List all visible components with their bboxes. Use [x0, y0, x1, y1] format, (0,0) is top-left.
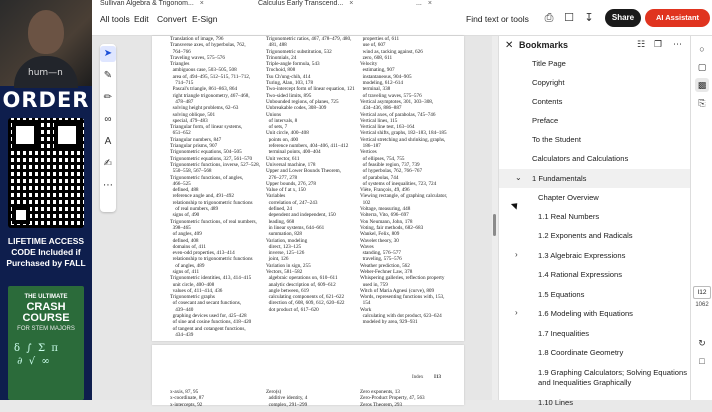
index-entry: Vertical asymptotes, 301, 303–308, — [360, 98, 434, 105]
index-entry: values of, 411–414, 436 — [170, 287, 223, 294]
pages-icon[interactable]: ▢ — [697, 62, 707, 72]
index-entry: additive identity, 4 — [266, 395, 308, 402]
bookmark-item[interactable] — [499, 188, 691, 207]
bookmark-label: Title Page — [532, 59, 566, 68]
index-entry: graphing devices used for, 425–428 — [170, 313, 247, 320]
index-entry: Trochoid, 808 — [266, 67, 296, 74]
index-entry: Trigonometric functions, of angles, — [170, 174, 244, 181]
bookmark-label: 1.9 Graphing Calculators; Solving Equations — [538, 368, 688, 377]
bookmark-item[interactable] — [499, 393, 691, 412]
index-entry: Triangular numbers, 847 — [170, 136, 222, 143]
index-entry: 651–652 — [170, 130, 191, 137]
index-entry: Unbounded regions, of planes, 725 — [266, 98, 339, 105]
index-entry: Trigonometric identities, 413, 414–415 — [170, 275, 252, 282]
index-entry: Work — [360, 306, 372, 313]
index-entry: 154 — [360, 300, 371, 307]
bookmark-item[interactable] — [499, 304, 691, 323]
comments-icon[interactable]: ○ — [699, 44, 705, 54]
person-head — [28, 10, 64, 54]
index-entry: Weather prediction, 562 — [360, 262, 410, 269]
close-icon[interactable]: × — [427, 0, 432, 7]
index-entry: Vectors, 581–582 — [266, 268, 303, 275]
index-entry: signs of, 411 — [170, 268, 200, 275]
index-entry: Trigonometric ratios, 467, 478–479, 480, — [266, 36, 352, 42]
index-entry: algebraic operations on, 610–611 — [266, 275, 338, 282]
bookmark-label: 1.6 Modeling with Equations — [538, 309, 633, 318]
index-column-2 — [266, 36, 362, 313]
bookmark-label: 1.3 Algebraic Expressions — [538, 251, 626, 260]
index-entry: defined, 408 — [170, 237, 199, 244]
bookmark-item[interactable] — [499, 265, 691, 284]
index-entry: Weber-Fechner Law, 378 — [360, 268, 413, 275]
index-entry: Zeros Theorem, 293 — [360, 401, 403, 408]
tab-doc-1[interactable]: Sullivan Algebra & Trigonom... × — [100, 0, 204, 7]
index-entry: Vertical stretching and shrinking, graphs, — [360, 136, 446, 143]
index-entry: defined, 24 — [266, 206, 292, 213]
index-entry: estimating, 907 — [360, 67, 395, 74]
index-entry: of tangent and cotangent functions, — [170, 325, 246, 332]
index-entry: right triangle trigonometry, 467–468, — [170, 92, 250, 99]
index-entry: used in, 759 — [360, 281, 388, 288]
index-entry: correlation of, 247–243 — [266, 199, 318, 206]
access-note: LIFETIME ACCESS CODE Included if Purchased by FALL — [6, 236, 86, 268]
order-heading: ORDER — [2, 88, 90, 112]
bookmark-label: Copyright — [532, 78, 565, 87]
index-entry: Triple-angle formula, 543 — [266, 61, 320, 68]
index-entry: points on, 400 — [266, 136, 299, 143]
index-entry: of hyperbolas, 762, 766–767 — [360, 168, 423, 175]
print-icon[interactable]: ⎙ — [544, 12, 554, 24]
app-bar — [92, 0, 712, 36]
index-entry: terminal, 338 — [360, 86, 391, 93]
bookmark-label: To the Student — [532, 135, 581, 144]
close-icon[interactable]: ✕ — [505, 40, 514, 51]
webcam-feed — [0, 0, 92, 86]
index-entry: 466–525 — [170, 180, 191, 187]
menu-all-tools[interactable]: All tools — [100, 14, 130, 24]
bookmark-label: 1.8 Coordinate Geometry — [538, 348, 624, 357]
more-options-icon[interactable]: ⋯ — [673, 39, 682, 49]
comment-icon[interactable]: ✎ — [103, 70, 113, 81]
index-entry: Triangular prisms, 907 — [170, 143, 218, 150]
current-page-field[interactable]: I12 — [693, 286, 711, 299]
promo-panel — [0, 0, 92, 400]
index-entry: calculating components of, 621–622 — [266, 294, 345, 301]
index-entry: Variation, modeling — [266, 237, 308, 244]
index-entry: Trigonometric functions, of real numbers, — [170, 218, 257, 225]
index-entry: Zero-Product Property, 47, 563 — [360, 395, 425, 402]
index-entry: signs of, 490 — [170, 212, 200, 219]
index-entry: inverse, 125–126 — [266, 250, 305, 257]
book-symbols: δ ∫ Σ π ∂ √ ∞ — [14, 343, 58, 367]
index-entry: 478–487 — [170, 98, 194, 105]
chevron-down-icon[interactable]: ⌄ — [515, 173, 522, 182]
index-entry: dependent and independent, 150 — [266, 212, 336, 219]
index-entry: 276–277, 278 — [266, 174, 298, 181]
bookmark-label: 1.10 Lines — [538, 398, 574, 407]
bookmark-item[interactable] — [499, 226, 691, 245]
index-entry: Tsu Ch'ung-chih, 414 — [266, 73, 311, 80]
menu-edit[interactable]: Edit — [134, 14, 149, 24]
index-entry: Vertical line test, 163–164 — [360, 124, 415, 131]
index-entry: zero, 608, 611 — [360, 54, 393, 61]
close-icon[interactable]: × — [199, 0, 204, 7]
index-entry: Voting, fair methods, 682–683 — [360, 224, 424, 231]
book-line-1: THE ULTIMATE — [24, 294, 68, 300]
index-entry: analytic description of, 609–612 — [266, 281, 336, 288]
index-entry: direct, 123–125 — [266, 243, 302, 250]
index-entry: ambiguous case, 503–505, 508 — [170, 67, 237, 74]
index-entry: instantaneous, 904–905 — [360, 73, 412, 80]
index-entry: reference angle and, 491–492 — [170, 193, 234, 200]
index-entry: of feasible region, 737, 739 — [360, 161, 420, 168]
index-entry: Unbreakable codes, 308–309 — [266, 105, 327, 112]
index-entry: even-odd properties, 413–414 — [170, 250, 235, 257]
bookmark-label: Contents — [532, 97, 563, 106]
download-icon[interactable]: ↧ — [584, 12, 594, 24]
bookmark-item[interactable] — [499, 130, 691, 149]
index-entry: Wankel, Felix, 809 — [360, 231, 400, 238]
index-entry: 439–440 — [170, 306, 194, 313]
book-line-2: CRASH COURSE — [22, 301, 70, 324]
index-entry: Zero exponents, 13 — [360, 389, 400, 395]
pdf-page-index-13 — [152, 345, 464, 408]
index-entry: Triangles — [170, 61, 190, 68]
page-header: Index — [412, 375, 424, 380]
tab-doc-3[interactable]: ... × — [416, 0, 432, 7]
index-entry: terminal points, 400–404 — [266, 149, 321, 156]
bookmarks-icon[interactable]: ▩ — [695, 78, 709, 92]
index-entry: of parabolas, 744 — [360, 174, 399, 181]
index-entry: Translation of image, 796 — [170, 36, 224, 42]
menu-e-sign[interactable]: E-Sign — [192, 14, 218, 24]
bookmark-item[interactable] — [499, 343, 691, 362]
index-entry: solving height problems, 62–63 — [170, 105, 239, 112]
book-cover — [8, 286, 84, 400]
index-entry: Unit vector, 611 — [266, 155, 300, 162]
index-entry: properties of, 611 — [360, 36, 400, 42]
index-entry: Trigonometric equations, 504–505 — [170, 149, 242, 156]
index-entry: Vertical lines, 115 — [360, 117, 398, 124]
index-entry: Viète, François, 49, 496 — [360, 187, 410, 194]
index-entry: of traveling waves, 575–576 — [360, 92, 422, 99]
index-entry: Trigonometric substitution, 532 — [266, 48, 332, 55]
index-entry: 481, 488 — [266, 42, 287, 49]
index-entry: 102 — [360, 199, 371, 206]
index-entry: of cosecant and secant functions, — [170, 300, 242, 307]
bookmark-item[interactable] — [499, 54, 691, 73]
index-entry: Trinomials, 24 — [266, 54, 297, 61]
attachments-icon[interactable]: ⎘ — [698, 98, 706, 108]
index-entry: traveling, 575–576 — [360, 256, 402, 263]
index-entry: use of, 607 — [360, 42, 386, 49]
index-entry: relationship to trigonometric functions — [170, 199, 253, 206]
index-entry: summation, 828 — [266, 231, 303, 238]
shirt-logo: hum—n — [28, 68, 63, 78]
index-entry: Velocity — [360, 61, 378, 68]
bookmark-item[interactable] — [499, 111, 691, 130]
index-entry: wind as, tacking against, 626 — [360, 48, 423, 55]
quick-tools-bar — [100, 44, 116, 212]
bookmark-item[interactable] — [499, 324, 691, 343]
index-entry: Triangular form, of linear systems, — [170, 124, 243, 131]
index-entry: of sets, 7 — [266, 124, 288, 131]
bookmark-label: 1.2 Exponents and Radicals — [538, 231, 633, 240]
index-entry: Voltage, measuring, 448 — [360, 206, 411, 213]
index-entry: angle between, 619 — [266, 287, 309, 294]
index-column-3 — [360, 389, 456, 408]
bookmarks-panel — [498, 36, 690, 407]
index-entry: Vertical shifts, graphs, 182–183, 184–185 — [360, 130, 447, 137]
index-entry: relationship to trigonometric functions — [170, 256, 253, 263]
index-entry: Unions — [266, 111, 281, 118]
index-entry: of angles, 409 — [170, 231, 202, 238]
index-entry: Von Neumann, John, 178 — [360, 218, 413, 225]
bookmark-item[interactable] — [499, 169, 691, 188]
close-icon[interactable]: × — [349, 0, 354, 7]
index-entry: 434–439 — [170, 331, 194, 338]
menu-convert[interactable]: Convert — [157, 14, 187, 24]
pdf-page-index-12 — [152, 36, 464, 341]
index-entry: Vertices — [360, 149, 377, 156]
index-column-2 — [266, 389, 362, 408]
index-entry: joint, 126 — [266, 256, 289, 263]
index-entry: standing, 576–577 — [360, 250, 401, 257]
bookmark-item[interactable] — [499, 73, 691, 92]
total-pages: 1062 — [695, 302, 709, 308]
bookmark-item[interactable] — [499, 207, 691, 226]
index-entry: solving oblique, 501 — [170, 111, 216, 118]
bookmark-icon[interactable]: ☐ — [564, 12, 574, 24]
index-entry: of intervals, 8 — [266, 117, 298, 124]
document-viewer[interactable] — [92, 36, 492, 408]
index-entry: Witch of Maria Agnesi (curve), 809 — [360, 287, 435, 294]
index-entry: Vertical axes, of parabolas, 745–746 — [360, 111, 436, 118]
index-entry: 186–187 — [360, 143, 381, 150]
index-entry: Volterra, Vito, 696–697 — [360, 212, 409, 219]
index-entry: of sine and cosine functions, 418–420 — [170, 319, 252, 326]
index-entry: direction of, 608, 609, 612, 620–622 — [266, 300, 345, 307]
index-entry: modeled by area, 929–931 — [360, 319, 418, 326]
index-entry: x-intercepts, 92 — [170, 401, 203, 408]
bookmark-item[interactable] — [499, 285, 691, 304]
share-button[interactable]: Share — [605, 9, 641, 27]
bookmark-label: 1.4 Rational Expressions — [538, 270, 622, 279]
index-entry: x-coordinate, 87 — [170, 395, 204, 402]
ai-assistant-button[interactable]: AI Assistant — [645, 9, 710, 27]
index-entry: Zero(s) — [266, 389, 282, 395]
index-entry: 398–465 — [170, 224, 191, 231]
bookmark-label: Calculators and Calculations — [532, 154, 629, 163]
bookmark-item[interactable] — [499, 246, 691, 265]
index-entry: domains of, 411 — [170, 243, 206, 250]
index-entry: Trigonometric functions, inverse, 527–528, — [170, 161, 261, 168]
bookmark-label: Preface — [532, 116, 559, 125]
bookmarks-header — [499, 36, 691, 54]
index-entry: Value of f at x, 150 — [266, 187, 306, 194]
bookmark-label: 1.7 Inequalities — [538, 329, 590, 338]
index-entry: modeling, 612–614 — [360, 80, 403, 87]
index-entry: Traveling waves, 575–576 — [170, 54, 225, 61]
index-entry: Trigonometric graphs — [170, 294, 215, 301]
chevron-right-icon[interactable]: › — [515, 250, 518, 259]
index-entry: dot product of, 617–620 — [266, 306, 319, 313]
index-entry: Variation in sign, 255 — [266, 262, 311, 269]
index-entry: Upper bounds, 276, 278 — [266, 180, 316, 187]
index-entry: Viewing rectangle, of graphing calculator, — [360, 193, 448, 200]
pointer-icon[interactable]: ➤ — [100, 46, 116, 62]
chevron-right-icon[interactable]: › — [515, 308, 518, 317]
index-entry: of ellipses, 754, 755 — [360, 155, 405, 162]
index-column-3 — [360, 36, 456, 326]
qr-code — [8, 118, 84, 228]
text-icon[interactable]: A — [104, 136, 112, 147]
bookmark-item[interactable] — [499, 373, 691, 392]
index-entry: area of, 494–495, 512–515, 711–712, — [170, 73, 251, 80]
index-entry: defined, 488 — [170, 187, 199, 194]
lasso-icon[interactable]: ∞ — [104, 114, 112, 125]
index-entry: Words, representing functions with, 153, — [360, 294, 445, 301]
scroll-thumb[interactable] — [493, 214, 496, 236]
right-tool-rail — [690, 36, 712, 400]
index-entry: of systems of inequalities, 723, 724 — [360, 180, 437, 187]
bookmark-icon[interactable]: ❐ — [654, 39, 663, 49]
bookmark-label: Chapter Overview — [538, 193, 599, 202]
index-entry: Trigonometric equations, 327, 561–570 — [170, 155, 253, 162]
index-entry: 764–766 — [170, 48, 191, 55]
highlighter-icon[interactable]: ✏ — [103, 92, 113, 103]
page-number: I13 — [434, 375, 441, 380]
index-entry: reference numbers, 404–406, 411–412 — [266, 143, 349, 150]
tab-doc-2[interactable]: Calculus Early Transcend... × — [258, 0, 354, 7]
index-column-1 — [170, 36, 266, 338]
index-entry: Turing, Alan, 103, 178 — [266, 80, 314, 87]
find-text-button[interactable]: Find text or tools — [466, 14, 529, 24]
bookmark-label: 1 Fundamentals — [532, 174, 587, 183]
index-entry: leading, 668 — [266, 218, 295, 225]
more-icon[interactable]: ⋯ — [103, 180, 113, 191]
document-tabs — [92, 0, 592, 7]
index-entry: complex, 291–299 — [266, 401, 308, 408]
index-entry: in linear systems, 644–661 — [266, 224, 325, 231]
bookmarks-title: Bookmarks — [519, 40, 569, 50]
index-entry: Upper and Lower Bounds Theorem, — [266, 168, 341, 175]
index-entry: Two-intercept form of linear equation, 121 — [266, 86, 355, 93]
index-entry: x-axis, 87, 95 — [170, 389, 199, 395]
index-entry: special, 479–483 — [170, 117, 208, 124]
index-entry: unit circle, 400–408 — [170, 281, 215, 288]
index-entry: calculating with dot product, 623–624 — [360, 313, 442, 320]
index-entry: Whispering galleries, reflection property — [360, 275, 445, 282]
bookmark-item[interactable] — [499, 149, 691, 168]
index-column-1 — [170, 389, 266, 408]
index-entry: of real numbers, 489 — [170, 206, 219, 213]
add-bookmark-icon[interactable]: ☷ — [637, 39, 646, 49]
refresh-icon[interactable]: ↻ — [698, 338, 706, 348]
index-entry: of angles, 489 — [170, 262, 205, 269]
index-entry: Pascal's triangle, 861–863, 864 — [170, 86, 238, 93]
bookmark-label: 1.1 Real Numbers — [538, 212, 600, 221]
index-entry: Transverse axes, of hyperbolas, 762, — [170, 42, 246, 49]
index-entry: Variables — [266, 193, 286, 200]
index-entry: Unit circle, 400–408 — [266, 130, 309, 137]
book-line-3: FOR STEM MAJORS — [17, 326, 75, 332]
bookmark-item[interactable] — [499, 92, 691, 111]
bookmark-label: 1.5 Equations — [538, 290, 585, 299]
draw-icon[interactable]: ✍ — [103, 158, 113, 169]
index-entry: Waves — [360, 243, 374, 250]
index-entry: Wavelet theory, 30 — [360, 237, 399, 244]
index-entry: 434–436, 886–887 — [360, 105, 402, 112]
save-icon[interactable]: □ — [699, 356, 705, 366]
index-entry: 714–715 — [170, 80, 194, 87]
index-entry: Two-sided limits, 895 — [266, 92, 312, 99]
bookmark-label: and Inequalities Graphically — [538, 378, 632, 387]
index-entry: Universal machine, 178 — [266, 161, 316, 168]
index-entry: 550–558, 567–568 — [170, 168, 212, 175]
